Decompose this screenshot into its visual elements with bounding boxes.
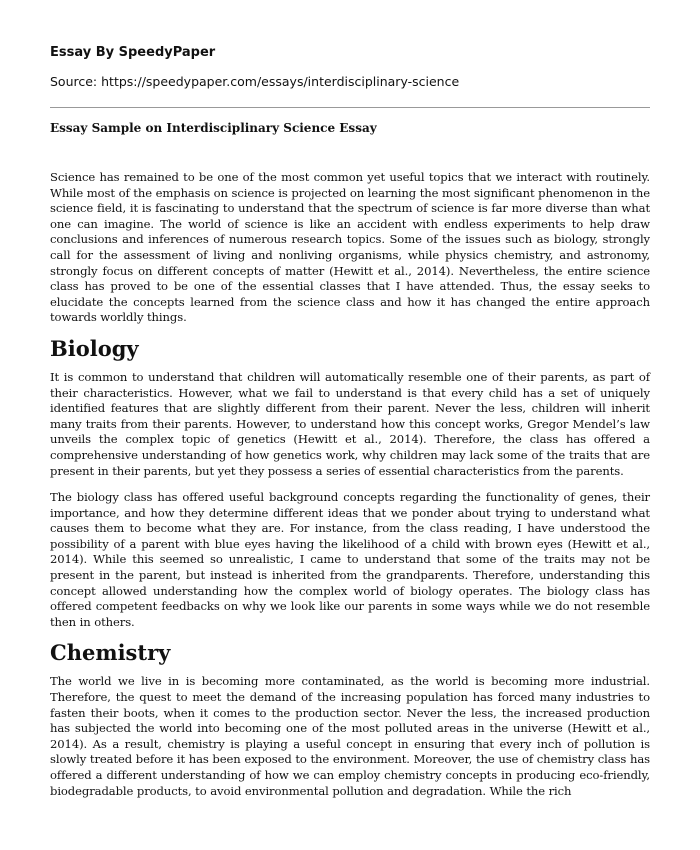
source-line: Source: https://speedypaper.com/essays/interdisciplinary-science	[50, 74, 460, 89]
chemistry-paragraph-1: The world we live in is becoming more contaminated, as the world is becoming more industrial. Therefore, the quest to meet the demand of the increasing population has forced many industries to fasten their boots, when it comes to the production sector. Never the less, the increased production has subjected the world into becoming one of the most polluted areas in the universe (Hewitt et al., 2014). As a result, chemistry is playing a useful concept in ensuring that every inch of pollution is slowly treated before it has been exposed to the environment. Moreover, the use of chemistry class has offered a different understanding of how we can employ chemistry concepts in producing eco-friendly, biodegradable products, to avoid environmental pollution and degradation. While the rich	[50, 674, 650, 798]
intro-paragraph: Science has remained to be one of the most common yet useful topics that we interact with routinely. While most of the emphasis on science is projected on learning the most significant phenomenon in the science field, it is fascinating to understand that the spectrum of science is far more diverse than what one can imagine. The world of science is like an accident with endless experiments to help draw conclusions and inferences of numerous research topics. Some of the issues such as biology, strongly call for the assessment of living and nonliving organisms, while physics chemistry, and astronomy, strongly focus on different concepts of matter (Hewitt et al., 2014). Nevertheless, the entire science class has proved to be one of the essential classes that I have attended. Thus, the essay seeks to elucidate the concepts learned from the science class and how it has changed the entire approach towards worldly things.	[50, 170, 650, 325]
document-header	[50, 45, 650, 90]
essay-subtitle: Essay Sample on Interdisciplinary Science Essay	[50, 121, 377, 135]
section-heading-chemistry: Chemistry	[50, 640, 171, 666]
header-divider	[50, 107, 650, 108]
essay-body	[50, 170, 650, 810]
section-heading-biology: Biology	[50, 335, 139, 361]
site-title: Essay By SpeedyPaper	[50, 45, 216, 60]
biology-paragraph-1: It is common to understand that children will automatically resemble one of their parents, as part of their characteristics. However, what we fail to understand is that every child has a set of uniquely identified features that are slightly different from their parent. Never the less, children will inherit many traits from their parents. However, to understand how this concept works, Gregor Mendel’s law unveils the complex topic of genetics (Hewitt et al., 2014). Therefore, the class has offered a comprehensive understanding of how genetics work, why children may lack some of the traits that are present in their parents, but yet they possess a series of essential characteristics from the parents.	[50, 369, 650, 478]
biology-paragraph-2: The biology class has offered useful background concepts regarding the functionality of genes, their importance, and how they determine different ideas that we ponder about trying to understand what causes them to become what they are. For instance, from the class reading, I have understood the possibility of a parent with blue eyes having the likelihood of a child with brown eyes (Hewitt et al., 2014). While this seemed so unrealistic, I came to understand that some of the traits may not be present in the parent, but instead is inherited from the grandparents. Therefore, understanding this concept allowed understanding how the complex world of biology operates. The biology class has offered competent feedbacks on why we look like our parents in some ways while we do not resemble then in others.	[50, 490, 650, 629]
